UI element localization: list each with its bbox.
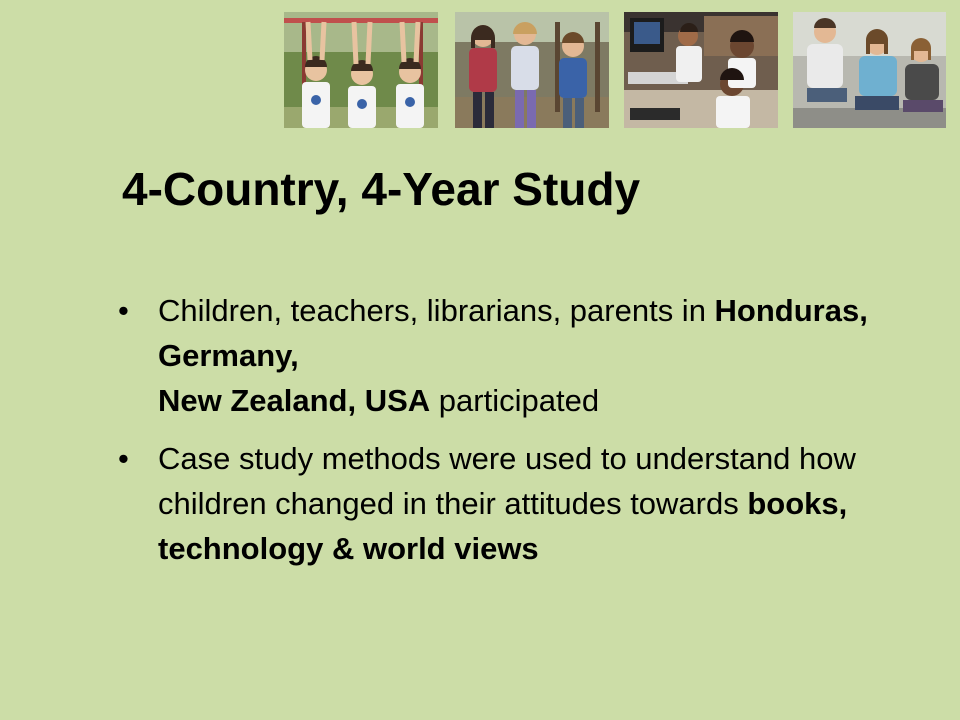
bullet-item-methods [118, 436, 918, 571]
slide-title: 4-Country, 4-Year Study [122, 163, 641, 215]
bullet-text: Children, teachers, librarians, parents in [158, 293, 715, 328]
children-sitting-outdoors-photo [793, 12, 946, 128]
bullet-text-bold: technology & world views [158, 531, 539, 566]
bullet-text: participated [430, 383, 600, 418]
bullet-list [118, 288, 918, 571]
bullet-text-bold: New Zealand, USA [158, 383, 431, 418]
children-at-computers-photo [624, 12, 778, 128]
bullet-text-bold: books, [747, 486, 848, 521]
bullet-dot: • [118, 293, 129, 328]
children-at-playground-photo [455, 12, 609, 128]
photo-strip [284, 12, 946, 128]
bullet-text-bold: Honduras, Germany, [158, 293, 868, 373]
children-on-monkey-bars-photo [284, 12, 438, 128]
bullet-item-participants [118, 288, 918, 423]
bullet-dot: • [118, 441, 129, 476]
bullet-text: Case study methods were used to understand how children changed in their attitudes towards [158, 441, 856, 521]
